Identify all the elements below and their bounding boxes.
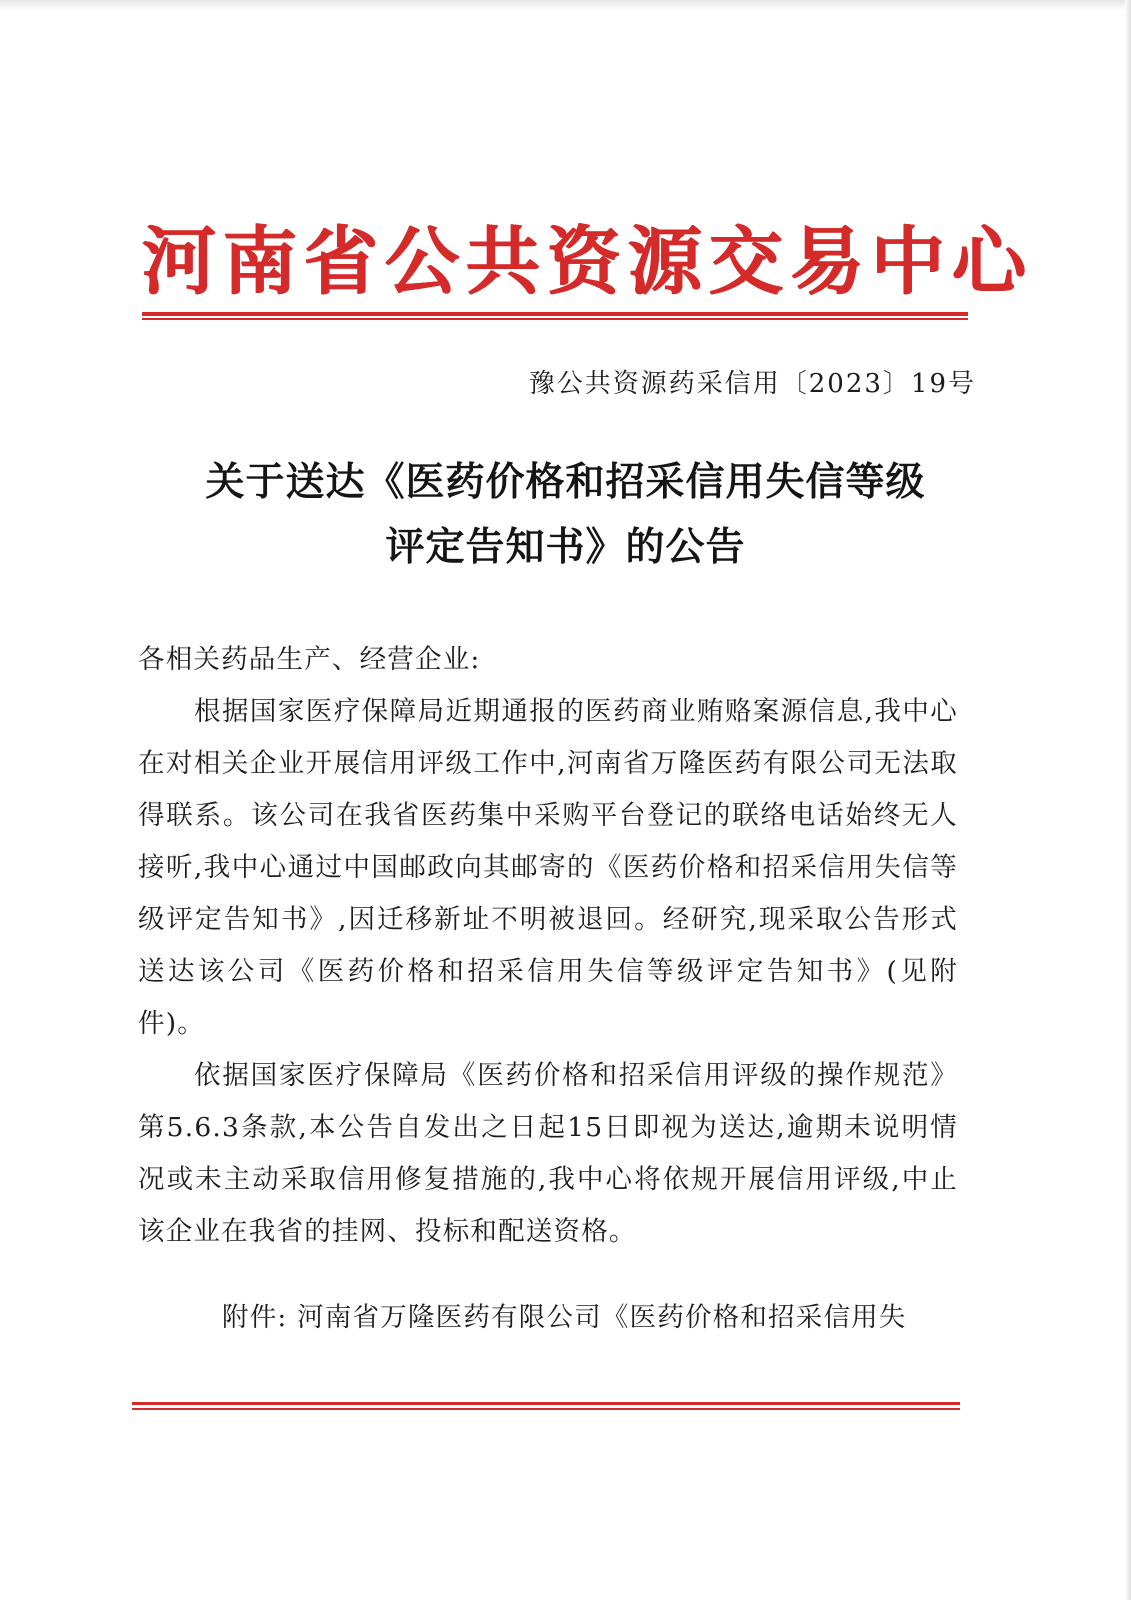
footer-red-rule [132,1402,960,1405]
body-paragraph-2: 依据国家医疗保障局《医药价格和招采信用评级的操作规范》第5.6.3条款,本公告自发出之日起15日即视为送达,逾期未说明情况或未主动采取信用修复措施的,我中心将依规开展信用评级,中止该企业在我省的挂网、投标和配送资格。 [138,1060,958,1247]
body-paragraph-1: 根据国家医疗保障局近期通报的医药商业贿赂案源信息,我中心在对相关企业开展信用评级工作中,河南省万隆医药有限公司无法取得联系。该公司在我省医药集中采购平台登记的联络电话始终无人接听,我中心通过中国邮政向其邮寄的《医药价格和招采信用失信等级评定告知书》,因迁移新址不明被退回。经研究,现采取公告形式送达该公司《医药价格和招采信用失信等级评定告知书》(见附件)。 [138,696,958,1039]
letterhead-org-name: 河南省公共资源交易中心 [142,219,1033,305]
document-title-line-1: 关于送达《医药价格和招采信用失信等级 [205,459,926,505]
footer-red-rule-thin [132,1408,960,1410]
attachment-line: 附件: 河南省万隆医药有限公司《医药价格和招采信用失 [222,1302,907,1333]
letterhead-red-rule [142,312,968,316]
document-number: 豫公共资源药采信用〔2023〕19号 [528,369,976,399]
salutation: 各相关药品生产、经营企业: [138,644,481,675]
letterhead-red-rule-thin [142,318,968,320]
scan-edge-right [1125,0,1131,1600]
document-title-line-2: 评定告知书》的公告 [385,524,746,570]
scan-edge-top [0,0,1131,10]
